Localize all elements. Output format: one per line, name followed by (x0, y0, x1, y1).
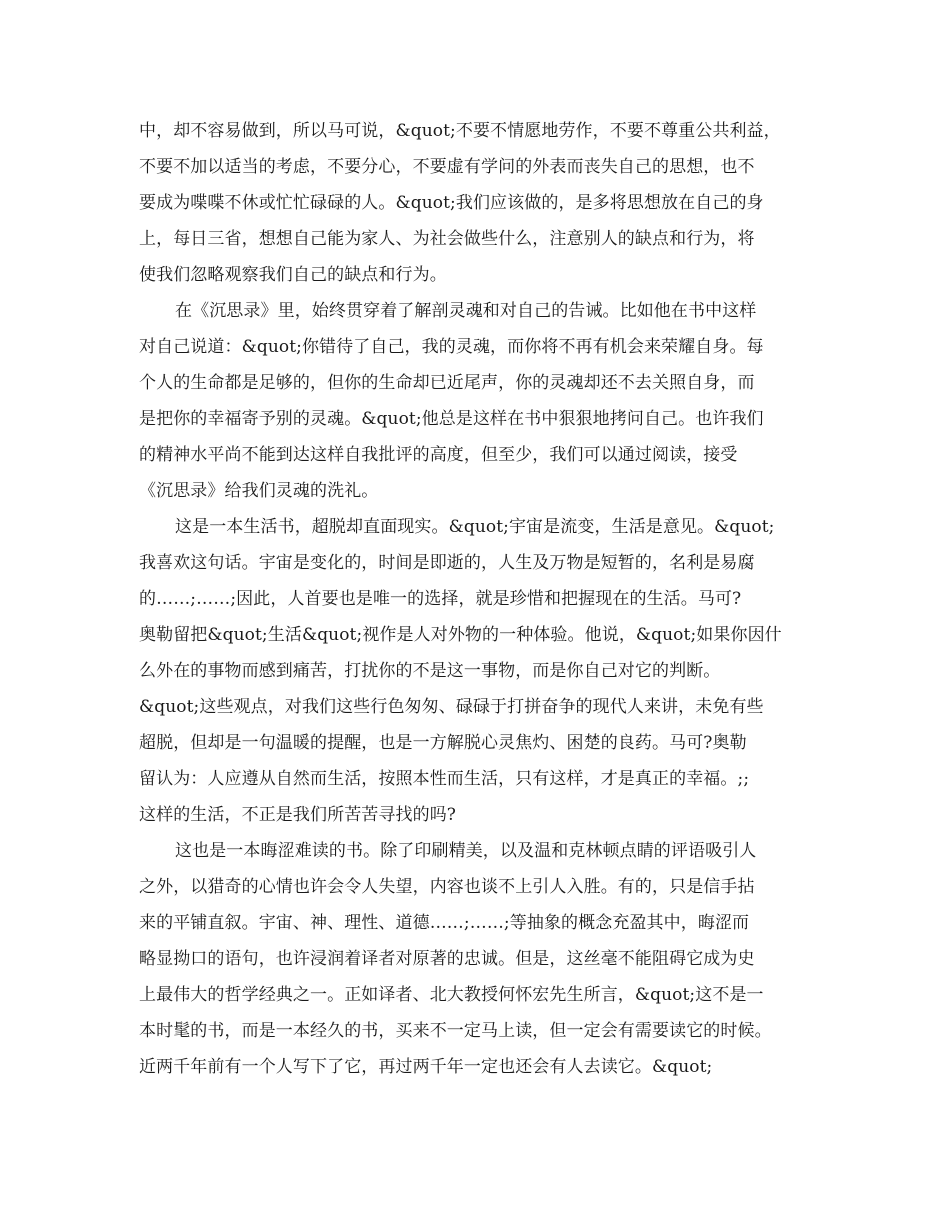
text-line: 来的平铺直叙。宇宙、神、理性、道德……;……;等抽象的概念充盈其中，晦涩而 (139, 913, 750, 933)
text-line: 是把你的幸福寄予别的灵魂。&quot;他总是这样在书中狠狠地拷问自己。也许我们 (139, 409, 764, 429)
text-line: 要成为喋喋不休或忙忙碌碌的人。&quot;我们应该做的，是多将思想放在自己的身 (139, 193, 764, 213)
text-line: 近两千年前有一个人写下了它，再过两千年一定也还会有人去读它。&quot; (139, 1057, 713, 1077)
text-line: 中，却不容易做到，所以马可说，&quot;不要不情愿地劳作，不要不尊重公共利益， (139, 121, 781, 141)
paragraph-3 (139, 509, 819, 833)
text-line: 《沉思录》给我们灵魂的洗礼。 (139, 481, 379, 501)
text-line: 这是一本生活书，超脱却直面现实。&quot;宇宙是流变，生活是意见。&quot; (175, 517, 775, 537)
paragraph-2 (139, 293, 819, 509)
text-line: 略显拗口的语句，也许浸润着译者对原著的忠诚。但是，这丝毫不能阻碍它成为史 (139, 949, 755, 969)
text-line: 我喜欢这句话。宇宙是变化的，时间是即逝的，人生及万物是短暂的，名利是易腐 (139, 553, 755, 573)
text-line: 的……;……;因此，人首要也是唯一的选择，就是珍惜和把握现在的生活。马可? (139, 589, 742, 609)
text-line: 超脱，但却是一句温暖的提醒，也是一方解脱心灵焦灼、困楚的良药。马可?奥勒 (139, 733, 747, 753)
text-line: 本时髦的书，而是一本经久的书，买来不一定马上读，但一定会有需要读它的时候。 (139, 1021, 772, 1041)
text-line: 对自己说道：&quot;你错待了自己，我的灵魂，而你将不再有机会来荣耀自身。每 (139, 337, 764, 357)
text-line: 上，每日三省，想想自己能为家人、为社会做些什么，注意别人的缺点和行为，将 (139, 229, 755, 249)
text-line: 的精神水平尚不能到达这样自我批评的高度，但至少，我们可以通过阅读，接受 (139, 445, 738, 465)
text-line: 么外在的事物而感到痛苦，打扰你的不是这一事物，而是你自己对它的判断。 (139, 661, 721, 681)
text-line: 上最伟大的哲学经典之一。正如译者、北大教授何怀宏先生所言，&quot;这不是一 (139, 985, 764, 1005)
text-line: 不要不加以适当的考虑，不要分心，不要虚有学问的外表而丧失自己的思想，也不 (139, 157, 755, 177)
text-line: 奥勒留把&quot;生活&quot;视作是人对外物的一种体验。他说，&quot;如果你因什 (139, 625, 782, 645)
text-line: 这也是一本晦涩难读的书。除了印刷精美，以及温和克林顿点睛的评语吸引人 (175, 841, 757, 861)
text-line: 之外，以猎奇的心情也许会令人失望，内容也谈不上引人入胜。有的，只是信手拈 (139, 877, 755, 897)
text-line: 这样的生活，不正是我们所苦苦寻找的吗? (139, 805, 457, 825)
text-line: 个人的生命都是足够的，但你的生命却已近尾声，你的灵魂却还不去关照自身，而 (139, 373, 755, 393)
text-line: &quot;这些观点，对我们这些行色匆匆、碌碌于打拼奋争的现代人来讲，未免有些 (139, 697, 764, 717)
paragraph-1 (139, 113, 819, 293)
text-line: 留认为：人应遵从自然而生活，按照本性而生活，只有这样，才是真正的幸福。;; (139, 769, 750, 789)
document-body (139, 113, 819, 1085)
text-line: 在《沉思录》里，始终贯穿着了解剖灵魂和对自己的告诫。比如他在书中这样 (175, 301, 757, 321)
text-line: 使我们忽略观察我们自己的缺点和行为。 (139, 265, 447, 285)
paragraph-4 (139, 833, 819, 1085)
